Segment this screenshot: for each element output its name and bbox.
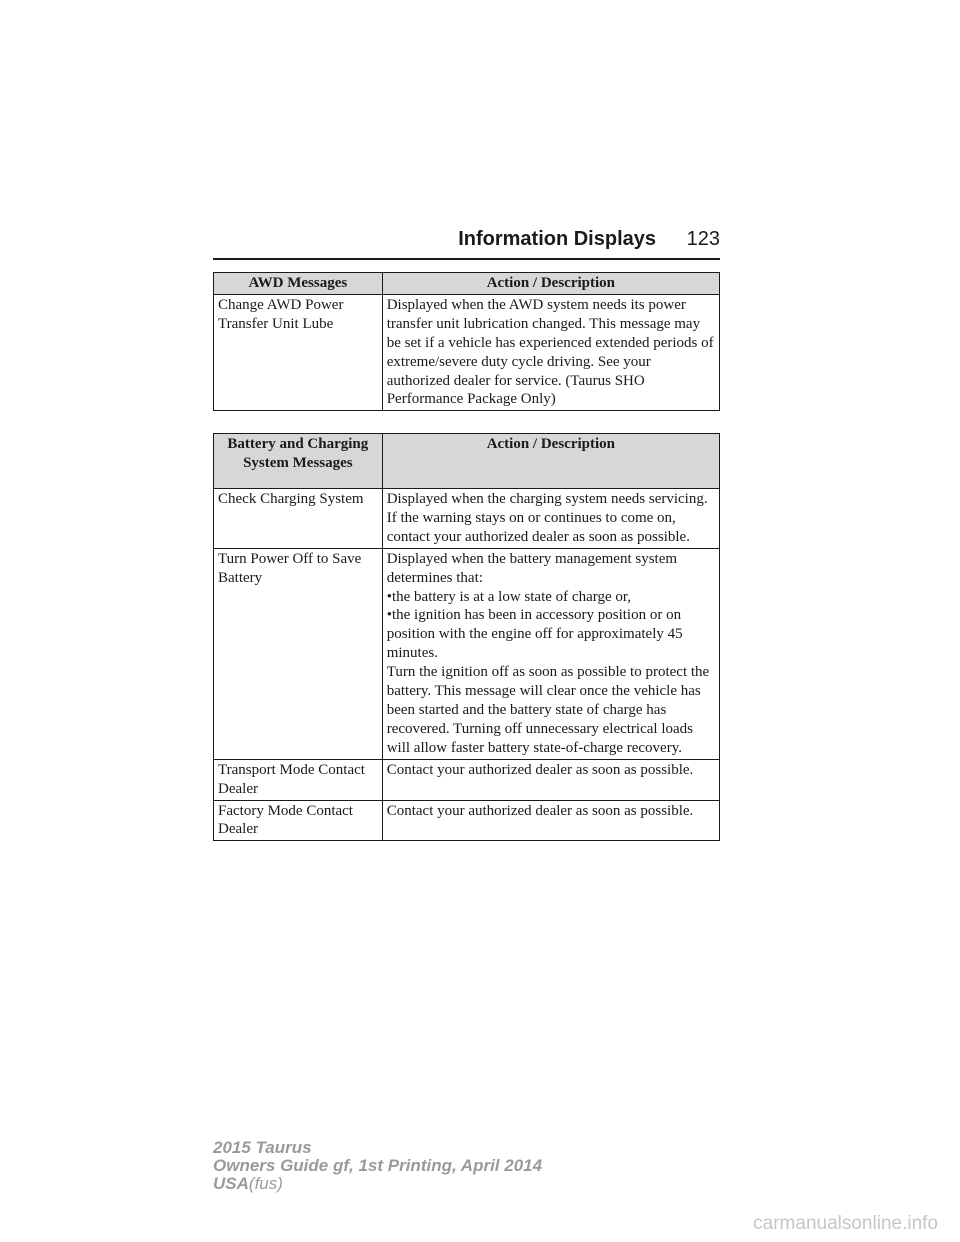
description-cell: Contact your authorized dealer as soon as possible. [382,800,719,841]
bullet-item [387,588,715,607]
table-row [214,548,720,759]
document-footer [213,1139,542,1193]
watermark: carmanualsonline.info [753,1213,938,1234]
footer-edition: Owners Guide gf, 1st Printing, April 2014 [213,1156,543,1175]
message-cell: Check Charging System [214,489,383,549]
bullet-item [387,606,715,663]
message-cell: Turn Power Off to Save Battery [214,548,383,759]
bullet-icon: • [386,607,392,624]
page-number: 123 [686,228,720,250]
column-header-message: AWD Messages [214,273,383,295]
footer-model: 2015 Taurus [213,1138,312,1157]
bullet-text: the ignition has been in accessory position or on position with the engine off for approximately 45 minutes. [386,607,683,662]
table-header-row [214,273,720,295]
description-cell [382,548,719,759]
column-header-description: Action / Description [382,434,719,489]
description-cell: Displayed when the AWD system needs its power transfer unit lubrication changed. This message may be set if a vehicle has experienced extended periods of extreme/severe duty cycle driving. See your authorized dealer for service. (Taurus SHO Performance Package Only) [382,294,719,410]
message-cell: Transport Mode Contact Dealer [214,759,383,800]
page-header [213,226,720,260]
description-cell: Contact your authorized dealer as soon as possible. [382,759,719,800]
bullet-text: the battery is at a low state of charge or, [391,588,632,605]
footer-region-code: (fus) [248,1174,283,1193]
section-title: Information Displays [458,228,656,250]
message-cell: Change AWD Power Transfer Unit Lube [214,294,383,410]
table-row [214,759,720,800]
description-outro: Turn the ignition off as soon as possible to protect the battery. This message will clear once the vehicle has been started and the battery state of charge has recovered. Turning off unnecessary electrical loads will allow faster battery state-of-charge recovery. [386,664,710,756]
table-header-row [214,434,720,489]
bullet-icon: • [386,588,392,605]
message-cell: Factory Mode Contact Dealer [214,800,383,841]
column-header-message: Battery and Charging System Messages [214,434,383,489]
footer-market [213,1175,542,1193]
table-row [214,294,720,410]
footer-country: USA [213,1174,249,1193]
table-row [214,489,720,549]
awd-messages-table [213,272,720,411]
description-intro: Displayed when the battery management system determines that: [386,550,678,586]
header-rule [213,258,720,260]
column-header-description: Action / Description [382,273,719,295]
table-row [214,800,720,841]
battery-charging-messages-table [213,433,720,841]
description-cell: Displayed when the charging system needs servicing. If the warning stays on or continues to come on, contact your authorized dealer as soon as possible. [382,489,719,549]
